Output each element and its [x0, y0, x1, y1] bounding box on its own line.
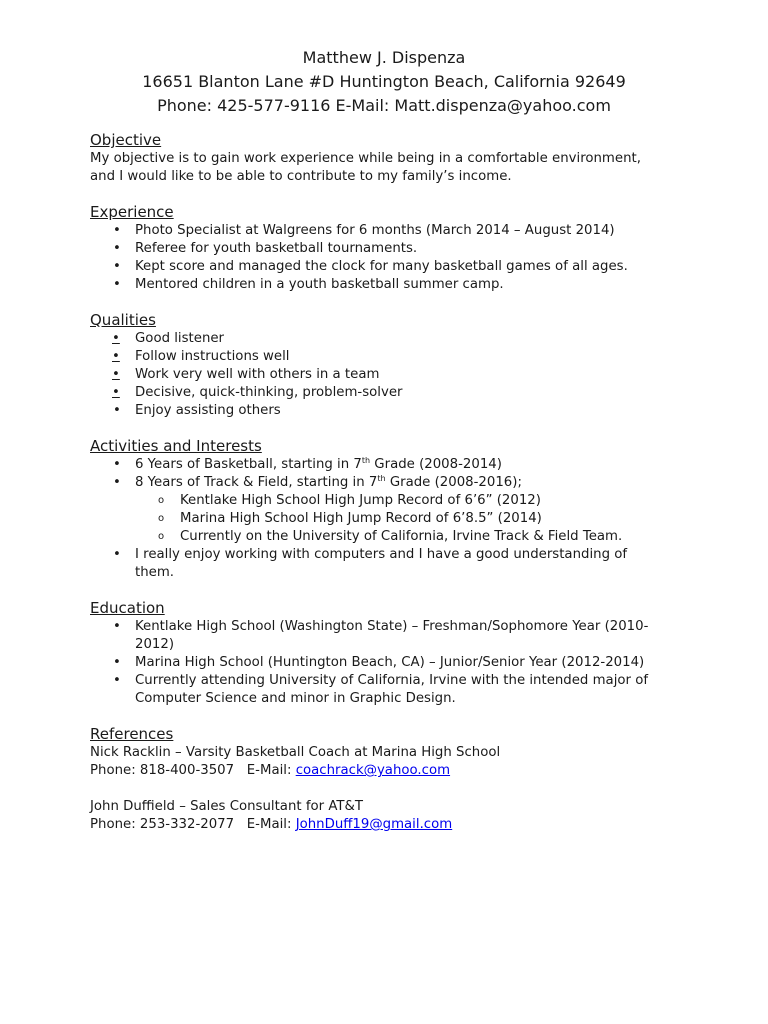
list-item: • 6 Years of Basketball, starting in 7th Grade (2008-2014)	[113, 456, 502, 472]
bullet-icon: •	[113, 403, 121, 418]
bullet-icon: •	[112, 385, 120, 400]
bullet-icon: •	[113, 241, 121, 256]
references-heading: References	[90, 725, 174, 743]
bullet-icon: •	[113, 475, 121, 490]
bullet-icon: •	[113, 259, 121, 274]
list-item: • Photo Specialist at Walgreens for 6 months (March 2014 – August 2014)	[113, 223, 615, 238]
activities-list	[90, 456, 680, 492]
education-list	[90, 618, 680, 708]
bullet-icon: •	[112, 367, 120, 382]
bullet-icon: •	[112, 331, 120, 346]
list-item: • Work very well with others in a team	[112, 367, 380, 382]
resume-header	[0, 46, 768, 118]
applicant-contact: Phone: 425-577-9116 E-Mail: Matt.dispenza@yahoo.com	[157, 96, 611, 115]
list-item: • Referee for youth basketball tournaments.	[113, 241, 418, 256]
reference-name: John Duffield – Sales Consultant for AT&T	[90, 799, 364, 814]
reference-name: Nick Racklin – Varsity Basketball Coach at Marina High School	[90, 745, 501, 760]
applicant-address: 16651 Blanton Lane #D Huntington Beach, California 92649	[142, 72, 626, 91]
sub-bullet-icon: o	[158, 531, 165, 542]
sub-list-item: o Marina High School High Jump Record of 6’8.5” (2014)	[158, 511, 542, 526]
qualities-heading: Qualities	[90, 311, 156, 329]
list-item: • Kentlake High School (Washington State) – Freshman/Sophomore Year (2010- 2012)	[113, 619, 649, 652]
bullet-icon: •	[113, 457, 121, 472]
activities-list-continued	[90, 546, 680, 582]
list-item: • Decisive, quick-thinking, problem-solver	[112, 385, 403, 400]
sub-bullet-icon: o	[158, 513, 165, 524]
objective-heading: Objective	[90, 131, 162, 149]
bullet-icon: •	[113, 277, 121, 292]
list-item: • Currently attending University of California, Irvine with the intended major of Computer Science and minor in Graphic Design.	[113, 673, 649, 706]
sub-list-item: o Currently on the University of California, Irvine Track & Field Team.	[158, 529, 623, 544]
education-heading: Education	[90, 599, 165, 617]
list-item: • Good listener	[112, 331, 225, 346]
activities-heading: Activities and Interests	[90, 437, 262, 455]
list-item: • Marina High School (Huntington Beach, CA) – Junior/Senior Year (2012-2014)	[113, 655, 645, 670]
qualities-section	[90, 311, 680, 420]
list-item: • Kept score and managed the clock for many basketball games of all ages.	[113, 259, 628, 274]
track-sublist	[90, 492, 680, 546]
experience-heading: Experience	[90, 203, 174, 221]
reference-email-link[interactable]: coachrack@yahoo.com	[295, 763, 451, 778]
resume-body	[90, 131, 680, 834]
experience-list	[90, 222, 680, 294]
bullet-icon: •	[113, 547, 121, 562]
qualities-list	[90, 330, 680, 420]
references-section	[90, 725, 680, 834]
reference-contact: Phone: 818-400-3507 E-Mail: coachrack@yahoo.com	[90, 763, 451, 778]
list-item: • Follow instructions well	[112, 349, 290, 364]
experience-section	[90, 203, 680, 294]
sub-list-item: o Kentlake High School High Jump Record of 6’6” (2012)	[158, 493, 541, 508]
bullet-icon: •	[113, 673, 121, 688]
list-item: • 8 Years of Track & Field, starting in 7th Grade (2008-2016);	[113, 474, 522, 490]
activities-section	[90, 437, 680, 582]
objective-section	[90, 131, 680, 186]
bullet-icon: •	[113, 223, 121, 238]
list-item: • Enjoy assisting others	[113, 403, 281, 418]
reference-contact: Phone: 253-332-2077 E-Mail: JohnDuff19@gmail.com	[90, 817, 453, 832]
bullet-icon: •	[112, 349, 120, 364]
bullet-icon: •	[113, 619, 121, 634]
list-item: • I really enjoy working with computers and I have a good understanding of them.	[113, 547, 628, 580]
applicant-name: Matthew J. Dispenza	[302, 48, 466, 67]
education-section	[90, 599, 680, 708]
sub-bullet-icon: o	[158, 495, 165, 506]
objective-line: and I would like to be able to contribute to my family’s income.	[90, 169, 512, 184]
bullet-icon: •	[113, 655, 121, 670]
objective-line: My objective is to gain work experience while being in a comfortable environment,	[90, 151, 641, 166]
list-item: • Mentored children in a youth basketball summer camp.	[113, 277, 504, 292]
reference-email-link[interactable]: JohnDuff19@gmail.com	[295, 817, 453, 832]
